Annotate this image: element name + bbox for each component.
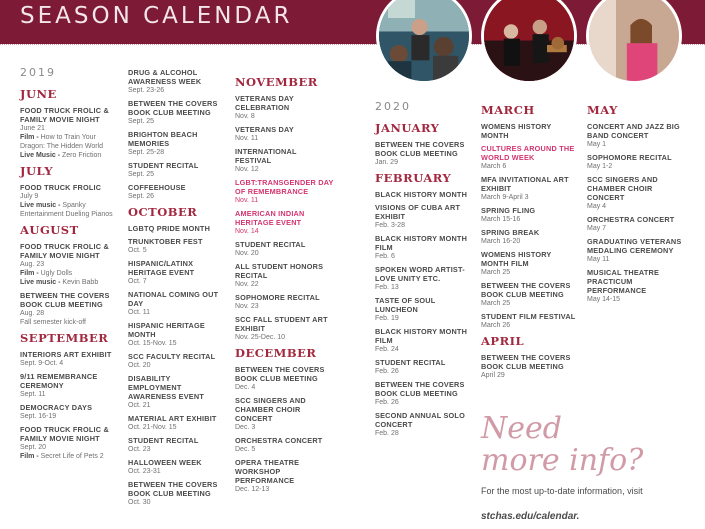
event-date: Oct. 23-31 [128,468,161,475]
event-note-label: Live music - [20,279,63,286]
event-item [235,262,335,289]
event-date: Oct. 21-Nov. 15 [128,424,177,431]
year-label: 2020 [375,100,411,113]
event-title: DISABILITY EMPLOYMENT AWARENESS EVENT [128,374,204,401]
event-date: Oct. 15-Nov. 15 [128,340,177,347]
event-note-label: Film - [20,134,41,141]
event-item [128,224,226,233]
event-date: Feb. 28 [375,430,399,437]
calendar-link-text[interactable]: stchas.edu/calendar [481,511,577,522]
event-item [375,327,473,354]
event-note-text: How to Train Your Dragon: The Hidden World [20,134,104,150]
event-item [20,291,118,327]
event-title-highlighted: AMERICAN INDIAN HERITAGE EVENT [235,209,305,227]
event-title: BETWEEN THE COVERS BOOK CLUB MEETING [20,291,110,309]
month-heading: FEBRUARY [375,171,452,185]
event-date: Dec. 4 [235,384,256,391]
event-title: ALL STUDENT HONORS RECITAL [235,262,324,280]
event-item [235,315,335,342]
column-3 [235,71,335,498]
event-title: MATERIAL ART EXHIBIT [128,414,217,423]
event-item [235,458,335,494]
column-2 [128,68,226,511]
event-date: Dec. 5 [235,446,256,453]
event-title: ORCHESTRA CONCERT [235,436,323,445]
event-date: Nov. 23 [235,303,259,310]
month-heading: NOVEMBER [235,75,318,89]
event-item [128,290,226,317]
event-date: May 11 [587,256,610,263]
info-text: For the most up-to-date information, visit [481,486,643,496]
event-title: OPERA THEATRE WORKSHOP PERFORMANCE [235,458,300,485]
event-item [375,380,473,407]
event-date: Sept. 25-28 [128,149,165,156]
event-note [20,133,118,151]
event-date: May 7 [587,225,607,232]
event-date: Oct. 30 [128,499,151,506]
event-date: Feb. 26 [375,399,399,406]
event-title: SPRING FLING [481,206,536,215]
event-title: WOMENS HISTORY MONTH FILM [481,250,552,268]
calendar-link-period: . [576,511,580,522]
event-date: Oct. 11 [128,309,151,316]
event-item [375,140,473,167]
month-heading: APRIL [481,334,525,348]
event-title: MUSICAL THEATRE PRACTICUM PERFORMANCE [587,268,660,295]
event-title: LGBTQ PRIDE MONTH [128,224,211,233]
event-date: Aug. 23 [20,261,45,268]
event-date: April 29 [481,372,505,379]
event-date: Oct. 21 [128,402,151,409]
event-note-text: Kevin Babb [62,279,99,286]
column-6 [587,99,687,308]
event-item [20,372,118,399]
event-title: VETERANS DAY CELEBRATION [235,94,294,112]
event-title: DRUG & ALCOHOL AWARENESS WEEK [128,68,202,86]
event-item [235,178,335,205]
month-heading: MARCH [481,103,535,117]
event-item [481,175,579,202]
event-item [235,209,335,236]
event-title: TASTE OF SOUL LUNCHEON [375,296,436,314]
event-date: Nov. 12 [235,166,259,173]
event-date: May 14-15 [587,296,621,303]
event-title: BLACK HISTORY MONTH FILM [375,327,468,345]
event-title: BETWEEN THE COVERS BOOK CLUB MEETING [128,99,218,117]
photo-speaker-image [379,0,469,81]
month-heading: JANUARY [375,121,440,135]
event-item [587,268,687,304]
event-item [128,458,226,476]
event-item [375,358,473,376]
event-date: Sept. 23-26 [128,87,165,94]
event-title: WOMENS HISTORY MONTH [481,122,552,140]
event-title: VISIONS OF CUBA ART EXHIBIT [375,203,461,221]
event-item [128,130,226,157]
event-item [128,374,226,410]
event-date: Feb. 19 [375,315,399,322]
event-note [20,452,118,461]
event-date: Feb. 26 [375,368,399,375]
event-title: STUDENT RECITAL [235,240,306,249]
event-item [481,206,579,224]
event-item [375,234,473,261]
event-date: Sept. 9-Oct. 4 [20,360,64,367]
event-title: HISPANIC/LATINX HERITAGE EVENT [128,259,195,277]
event-title: BETWEEN THE COVERS BOOK CLUB MEETING [375,140,465,158]
event-item [375,265,473,292]
event-item [128,480,226,507]
event-item [20,403,118,421]
event-date: March 15-16 [481,216,521,223]
event-title: STUDENT RECITAL [128,436,199,445]
event-item [20,242,118,287]
event-date: Sept. 20 [20,444,47,451]
event-date: March 25 [481,269,511,276]
event-title: 9/11 REMEMBRANCE CEREMONY [20,372,98,390]
column-4 [375,100,473,442]
photo-orchestra [481,0,577,84]
event-date: Oct. 20 [128,362,151,369]
event-date: Jan. 29 [375,159,398,166]
event-item [481,250,579,277]
event-title: STUDENT FILM FESTIVAL [481,312,576,321]
event-note-text: Ugly Dolls [40,270,73,277]
event-title: SOPHOMORE RECITAL [235,293,320,302]
event-title: HISPANIC HERITAGE MONTH [128,321,205,339]
event-note [20,269,118,278]
event-title: CONCERT AND JAZZ BIG BAND CONCERT [587,122,680,140]
info-heading-line-1: Need [481,411,562,446]
event-note-text: Secret Life of Pets 2 [40,453,104,460]
event-item [20,425,118,461]
event-item [20,183,118,219]
event-note [20,318,118,327]
event-date-highlighted: Nov. 14 [235,228,259,235]
event-title: HALLOWEEN WEEK [128,458,202,467]
event-title: SCC FACULTY RECITAL [128,352,216,361]
event-item [481,228,579,246]
event-title: FOOD TRUCK FROLIC [20,183,102,192]
month-heading: JULY [20,164,54,178]
year-label: 2019 [20,66,56,79]
month-heading: SEPTEMBER [20,331,109,345]
photo-speaker [376,0,472,84]
event-title: BRIGHTON BEACH MEMORIES [128,130,198,148]
event-item [235,436,335,454]
event-note [20,201,118,219]
event-item [587,215,687,233]
event-item [481,122,579,140]
event-date: May 1 [587,141,607,148]
event-date: Sept. 25 [128,118,155,125]
event-title: SPRING BREAK [481,228,540,237]
event-date: Dec. 3 [235,424,256,431]
event-date: March 9-April 3 [481,194,529,201]
column-5 [481,99,579,384]
event-date: Nov. 20 [235,250,259,257]
event-item [587,153,687,171]
event-item [375,203,473,230]
event-title: INTERIORS ART EXHIBIT [20,350,112,359]
event-date: Aug. 28 [20,310,45,317]
event-date: March 25 [481,300,511,307]
event-title: SCC FALL STUDENT ART EXHIBIT [235,315,328,333]
event-title: BETWEEN THE COVERS BOOK CLUB MEETING [128,480,218,498]
event-date: Sept. 11 [20,391,46,398]
event-title: BLACK HISTORY MONTH [375,190,468,199]
event-title: SCC SINGERS AND CHAMBER CHOIR CONCERT [235,396,306,423]
event-title: FOOD TRUCK FROLIC & FAMILY MOVIE NIGHT [20,106,109,124]
event-item [235,147,335,174]
month-heading: JUNE [20,87,57,101]
column-1 [20,66,118,465]
event-title: COFFEEHOUSE [128,183,186,192]
event-item [128,414,226,432]
event-title: SCC SINGERS AND CHAMBER CHOIR CONCERT [587,175,658,202]
event-date: Nov. 8 [235,113,255,120]
photo-performer-image [589,0,679,81]
event-date: Feb. 24 [375,346,399,353]
event-item [235,240,335,258]
event-title: GRADUATING VETERANS MEDALING CEREMONY [587,237,682,255]
event-title: INTERNATIONAL FESTIVAL [235,147,297,165]
event-item [587,122,687,149]
event-title: STUDENT RECITAL [128,161,199,170]
event-note-label: Film - [20,453,41,460]
event-title: SPOKEN WORD ARTIST- LOVE UNITY ETC. [375,265,465,283]
event-date: May 1-2 [587,163,613,170]
event-title: DEMOCRACY DAYS [20,403,93,412]
event-note-text: Spanky Entertainment Dueling Pianos [20,202,113,218]
event-date: Feb. 3-28 [375,222,405,229]
event-date: May 4 [587,203,607,210]
event-item [587,237,687,264]
event-title: BLACK HISTORY MONTH FILM [375,234,468,252]
event-item [128,183,226,201]
event-title: NATIONAL COMING OUT DAY [128,290,219,308]
event-title: MFA INVITATIONAL ART EXHIBIT [481,175,569,193]
event-date: Nov. 22 [235,281,259,288]
event-item [235,293,335,311]
event-date: Feb. 6 [375,253,395,260]
photo-orchestra-image [484,0,574,81]
event-title: FOOD TRUCK FROLIC & FAMILY MOVIE NIGHT [20,242,109,260]
calendar-link[interactable] [481,511,579,522]
event-title: STUDENT RECITAL [375,358,446,367]
event-date: Sept. 25 [128,171,155,178]
info-heading [481,413,643,477]
event-title-highlighted: LGBT:TRANSGENDER DAY OF REMEMBRANCE [235,178,334,196]
event-date: Oct. 7 [128,278,147,285]
photo-performer [586,0,682,84]
event-title: FOOD TRUCK FROLIC & FAMILY MOVIE NIGHT [20,425,109,443]
event-item [20,106,118,160]
event-title: ORCHESTRA CONCERT [587,215,675,224]
event-item [375,296,473,323]
month-heading: DECEMBER [235,346,317,360]
event-note-text: Zero Friction [62,152,102,159]
event-item [481,353,579,380]
event-date: Sept. 16-19 [20,413,57,420]
event-title: TRUNKTOBER FEST [128,237,203,246]
event-item [235,396,335,432]
event-item [235,125,335,143]
event-date: Sept. 26 [128,193,155,200]
event-item [375,190,473,199]
event-date: Oct. 5 [128,247,147,254]
event-item [481,144,579,171]
event-item [128,352,226,370]
month-heading: AUGUST [20,223,79,237]
event-date: Feb. 13 [375,284,399,291]
event-item [128,237,226,255]
event-date-highlighted: Nov. 11 [235,197,259,204]
event-title: SOPHOMORE RECITAL [587,153,672,162]
event-note-label: Film - [20,270,41,277]
event-title: VETERANS DAY [235,125,294,134]
event-item [128,68,226,95]
page-title: SEASON CALENDAR [20,3,293,29]
event-item [587,175,687,211]
event-item [128,436,226,454]
event-title: BETWEEN THE COVERS BOOK CLUB MEETING [481,281,571,299]
event-item [375,411,473,438]
event-date: Nov. 25-Dec. 10 [235,334,286,341]
event-item [20,350,118,368]
event-title: BETWEEN THE COVERS BOOK CLUB MEETING [481,353,571,371]
event-item [128,259,226,286]
event-title: BETWEEN THE COVERS BOOK CLUB MEETING [235,365,325,383]
event-note [20,278,118,287]
event-title: BETWEEN THE COVERS BOOK CLUB MEETING [375,380,465,398]
event-item [235,94,335,121]
event-item [128,99,226,126]
event-item [128,321,226,348]
info-heading-line-2: more info? [481,443,644,478]
event-date: March 26 [481,322,511,329]
event-note-label: Live music - [20,202,63,209]
event-date: July 9 [20,193,39,200]
event-item [128,161,226,179]
event-title: SECOND ANNUAL SOLO CONCERT [375,411,465,429]
event-item [481,312,579,330]
event-date: March 16-20 [481,238,521,245]
event-note-label: Live Music - [20,152,63,159]
event-date: Nov. 11 [235,135,259,142]
month-heading: MAY [587,103,618,117]
event-note [20,151,118,160]
event-title-highlighted: CULTURES AROUND THE WORLD WEEK [481,144,575,162]
event-note-text: Fall semester kick-off [20,319,86,326]
event-date: March 6 [481,163,507,170]
event-item [481,281,579,308]
month-heading: OCTOBER [128,205,198,219]
event-date: Dec. 12-13 [235,486,270,493]
event-item [235,365,335,392]
event-date: June 21 [20,125,45,132]
event-date: Oct. 23 [128,446,151,453]
